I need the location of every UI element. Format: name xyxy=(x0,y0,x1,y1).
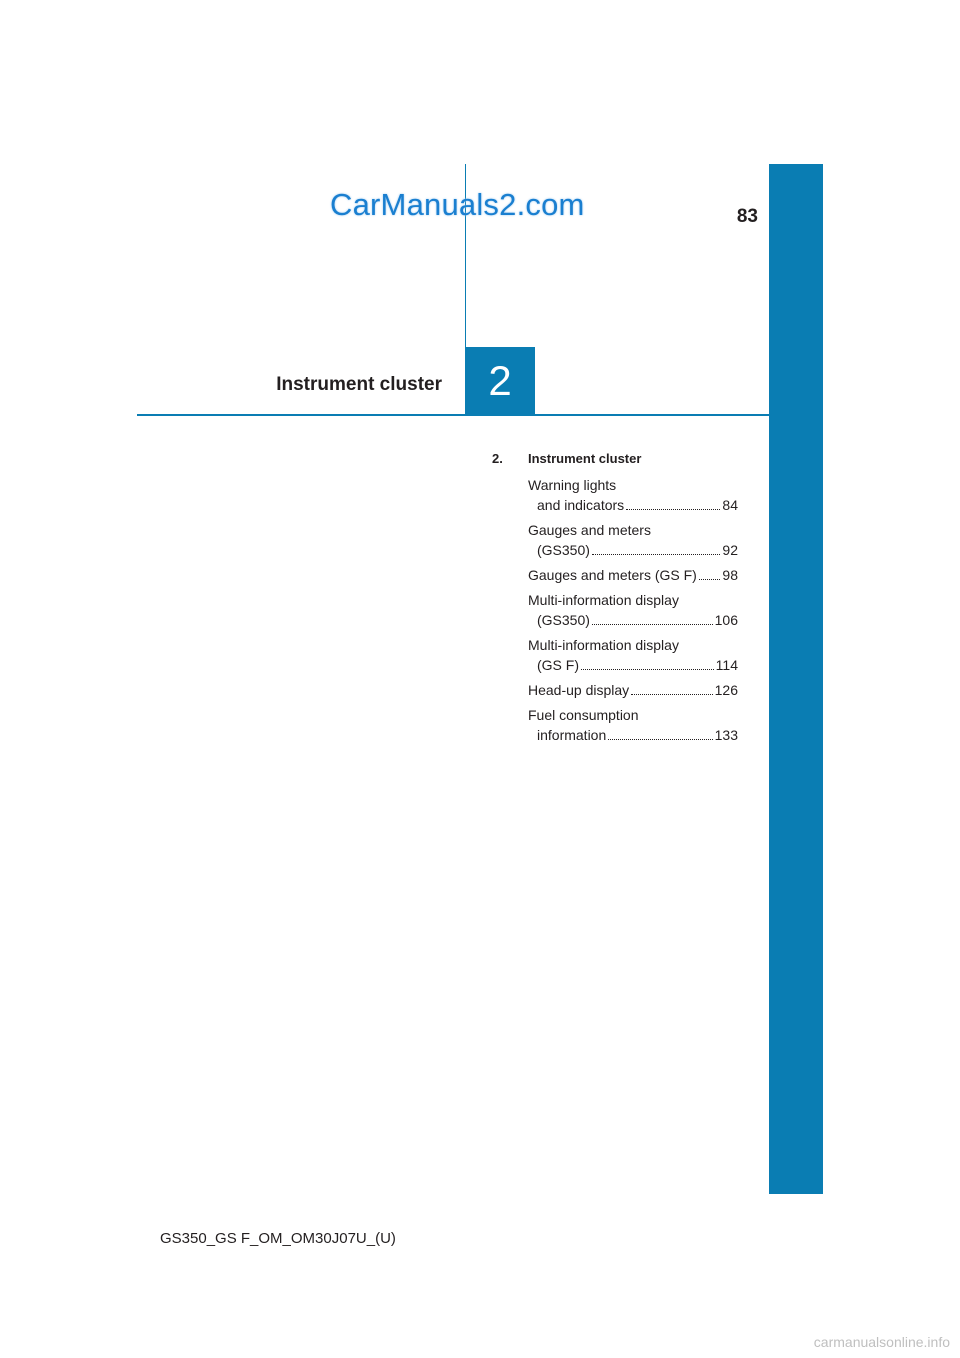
chapter-tab-bar xyxy=(769,164,823,1194)
toc-page: 106 xyxy=(714,612,738,628)
toc-entry-mid-gsf[interactable]: Multi-information display (GS F) 114 xyxy=(528,637,738,673)
horizontal-rule xyxy=(137,414,769,416)
toc-entry-gauges-gsf[interactable]: Gauges and meters (GS F) 98 xyxy=(528,567,738,583)
toc-page: 133 xyxy=(714,727,738,743)
toc-entry-mid-gs350[interactable]: Multi-information display (GS350) 106 xyxy=(528,592,738,628)
page-number: 83 xyxy=(736,206,758,227)
chapter-title: Instrument cluster xyxy=(276,374,442,395)
watermark-logo: CarManuals2.com xyxy=(330,187,585,222)
chapter-number: 2 xyxy=(488,357,512,404)
document-code: GS350_GS F_OM_OM30J07U_(U) xyxy=(160,1230,396,1247)
toc-page: 126 xyxy=(714,682,738,698)
toc-page: 84 xyxy=(722,497,738,513)
chapter-number-box xyxy=(465,347,535,415)
toc-page: 114 xyxy=(715,657,738,673)
toc-page: 98 xyxy=(722,567,738,583)
watermark-site: carmanualsonline.info xyxy=(813,1334,950,1350)
toc-entry-gauges-gs350[interactable]: Gauges and meters (GS350) 92 xyxy=(528,522,738,558)
section-heading xyxy=(492,451,641,466)
toc-entry-warning-lights[interactable]: Warning lights and indicators 84 xyxy=(528,477,738,513)
section-title: Instrument cluster xyxy=(528,451,642,466)
table-of-contents xyxy=(528,475,738,750)
toc-entry-head-up-display[interactable]: Head-up display 126 xyxy=(528,682,738,698)
toc-entry-fuel-consumption[interactable]: Fuel consumption information 133 xyxy=(528,707,738,743)
section-number: 2. xyxy=(492,451,503,466)
toc-page: 92 xyxy=(722,542,738,558)
